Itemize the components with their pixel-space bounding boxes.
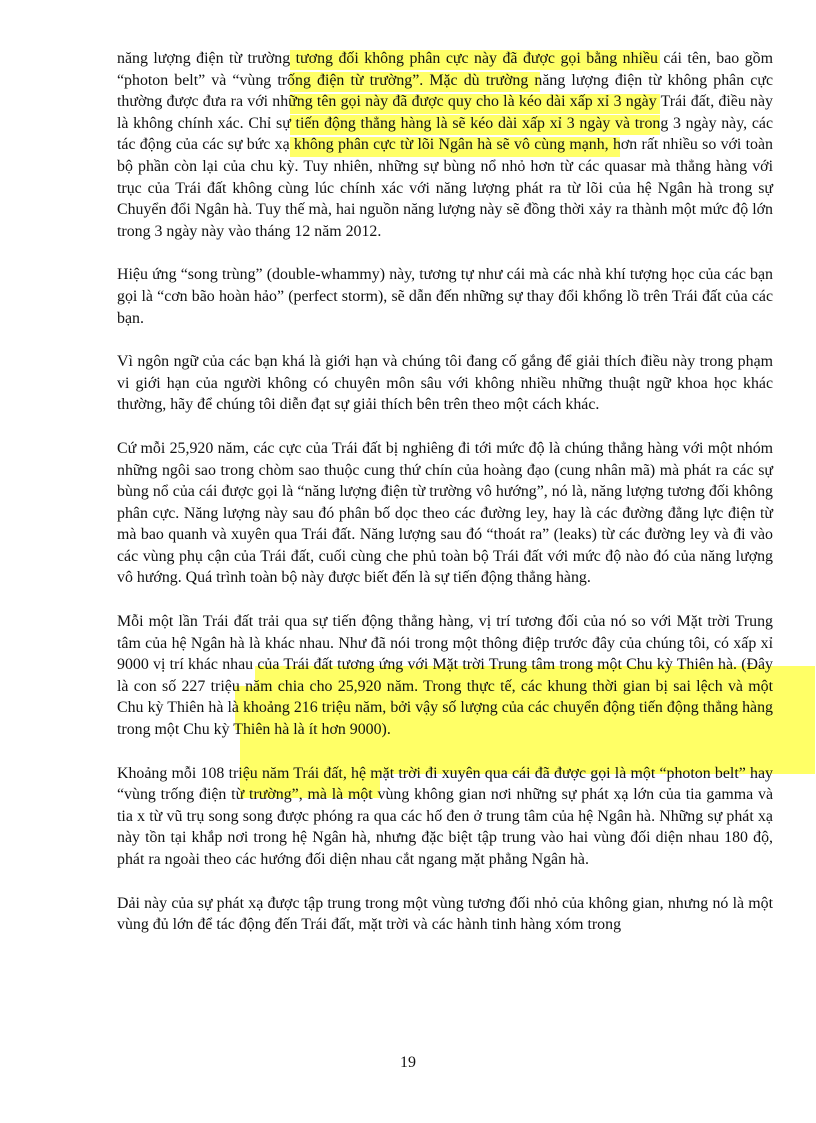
paragraph-7: Dải này của sự phát xạ được tập trung trong một vùng tương đối nhỏ của không gian, nhưng nó là một vùng đủ lớn để tác động đến Trái đất, mặt trời và các hành tinh hàng xóm trong <box>117 894 773 934</box>
paragraph-3: Vì ngôn ngữ của các bạn khá là giới hạn và chúng tôi đang cố gắng để giải thích điều này trong phạm vi giới hạn của người không có chuyên môn sâu với không nhiều những thuật ngữ khoa học khác thường, hãy để chúng tôi diễn đạt sự giải thích bên trên theo một cách khác. <box>117 353 773 414</box>
paragraph-6: Khoảng mỗi 108 triệu năm Trái đất, hệ mặt trời đi xuyên qua cái đã được gọi là một “photon belt” hay “vùng trống điện từ trường”, mà là một vùng không gian nơi những sự phát xạ lớn của tia gamma và tia x từ vũ trụ song song được phóng ra qua các hố đen ở trung tâm của hệ Ngân hà. Những sự phát xạ này tồn tại khắp nơi trong hệ Ngân hà, nhưng đặc biệt tập trung vào hai vùng đối diện nhau 180 độ, phát ra ngoài theo các hướng đối diện nhau cắt ngang mặt phẳng Ngân hà. <box>117 764 773 868</box>
paragraph-2: Hiệu ứng “song trùng” (double-whammy) này, tương tự như cái mà các nhà khí tượng học của các bạn gọi là “cơn bão hoàn hảo” (perfect storm), sẽ dẫn đến những sự thay đổi khổng lồ trên Trái đất của các bạn. <box>117 266 773 327</box>
document-page <box>117 48 773 958</box>
page-number: 19 <box>400 1054 416 1071</box>
paragraph-4: Cứ mỗi 25,920 năm, các cực của Trái đất bị nghiêng đi tới mức độ là chúng thẳng hàng với một nhóm những ngôi sao trong chòm sao thuộc cung thứ chín của hoàng đạo (cung nhân mã) mà phát ra các sự bùng nổ của cái được gọi là “năng lượng điện từ trường vô hướng”, nó là, năng lượng tương đối không phân cực. Năng lượng này sau đó phân bố dọc theo các đường ley, hay là các đường đẳng lực điện từ mà bao quanh và xuyên qua Trái đất. Năng lượng sau đó “thoát ra” (leaks) từ các đường ley và đi vào các vùng phụ cận của Trái đất, cuối cùng che phủ toàn bộ Trái đất với mức độ nào đó của năng lượng vô hướng. Quá trình toàn bộ này được biết đến là sự tiến động thẳng hàng. <box>117 439 773 587</box>
paragraph-5: Mỗi một lần Trái đất trải qua sự tiến động thẳng hàng, vị trí tương đối của nó so với Mặt trời Trung tâm của hệ Ngân hà là khác nhau. Như đã nói trong một thông điệp trước đây của chúng tôi, có xấp xỉ 9000 vị trí khác nhau của Trái đất tương ứng với Mặt trời Trung tâm trong một Chu kỳ Thiên hà. (Đây là con số 227 triệu năm chia cho 25,920 năm. Trong thực tế, các khung thời gian bị sai lệch và một Chu kỳ Thiên hà là khoảng 216 triệu năm, bởi vậy số lượng của các chuyển động tiến động thẳng hàng trong một Chu kỳ Thiên hà là ít hơn 9000). <box>117 613 773 739</box>
paragraph-1: năng lượng điện từ trường tương đối không phân cực này đã được gọi bằng nhiều cái tên, bao gồm “photon belt” và “vùng trống điện từ trường”. Mặc dù trường năng lượng điện từ không phân cực thường được đưa ra với những tên gọi này đã được quy cho là kéo dài xấp xỉ 3 ngày Trái đất, điều này là không chính xác. Chỉ sự tiến động thẳng hàng là sẽ kéo dài xấp xỉ 3 ngày và trong 3 ngày này, các tác động của các sự bức xạ không phân cực từ lõi Ngân hà sẽ vô cùng mạnh, hơn rất nhiều so với toàn bộ phần còn lại của chu kỳ. Tuy nhiên, những sự bùng nổ nhỏ hơn từ các quasar mà thẳng hàng với trục của Trái đất không cùng lúc chính xác với năng lượng phát ra từ lõi của hệ Ngân hà trong sự Chuyển đổi Ngân hà. Tuy thế mà, hai nguồn năng lượng này sẽ đồng thời xảy ra thành một mức độ lớn trong 3 ngày này vào tháng 12 năm 2012. <box>117 50 773 240</box>
